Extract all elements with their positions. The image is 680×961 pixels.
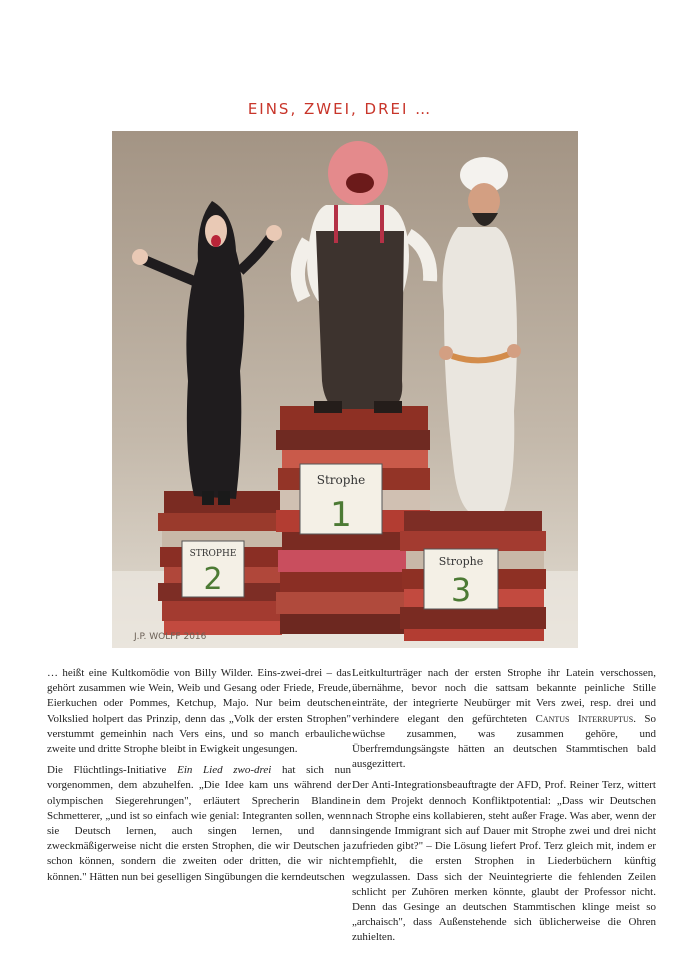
svg-text:2: 2 (203, 562, 223, 597)
artist-signature: J.P. WOLFF 2016 (134, 632, 207, 642)
svg-text:Strophe: Strophe (316, 473, 366, 487)
article-column-left (47, 666, 351, 891)
article-paragraph-2: Die Flüchtlings-Initiative Ein Lied zwo-drei hat sich nun vorgenommen, dem abzuhelfen. „Die Idee kam uns während der olympischen Siegerehrungen", erläutert Sprecherin Blandine Schmetterer, „und ist so einfach wie genial: Integranten sollen, wenn sie Deutsch lernen, auch singen lernen, und dann zweckmäßigerweise nicht die ersten Strophen, die wir Deutschen ja schon können, sondern die zweiten oder dritten, die wir nicht können." Hätten nun bei geselligen Singübungen die kerndeutschen (47, 764, 351, 883)
svg-text:3: 3 (450, 571, 472, 609)
svg-text:1: 1 (330, 495, 352, 535)
svg-text:STROPHE: STROPHE (189, 549, 237, 559)
place-card-3 (424, 549, 498, 609)
article-column-right (352, 666, 656, 952)
article-paragraph-2-continued: Leitkulturträger nach der ersten Strophe ihr Latein verschossen, übernähme, bevor noch die sattsam bekannte peinliche Stille einträte, der integrierte Neubürger mit Vers zwei, resp. drei und verhindere elegant den gefürchteten Cantus Interruptus. So wüchse zusammen, was zusammen gehöre, und Überfremdungsängste hätten an deutschen Stammtischen bald ausgezittert. (352, 667, 657, 771)
article-paragraph-1: … heißt eine Kultkomödie von Billy Wilder. Eins-zwei-drei – das gehört zusammen wie Wein, Weib und Gesang oder Friede, Freude, Eierkuchen oder Pommes, Ketchup, Majo. Nur beim deutschen Volkslied holpert das Prinzip, denn das „Volk der ersten Strophen" verstummt gemeinhin nach Vers eins, und so manch erbauliche zweite und dritte Strophe bleibt in Ewigkeit ungesungen. (47, 667, 351, 756)
svg-text:Strophe: Strophe (438, 555, 484, 568)
page-title: EINS, ZWEI, DREI … (247, 100, 433, 119)
podium-illustration (112, 131, 578, 648)
article-paragraph-3: Der Anti-Integrationsbeauftragte der AFD, Prof. Reiner Terz, wittert in dem Projekt dennoch Konfliktpotential: „Dass wir Deutschen nach Strophe eins kollabieren, steht außer Frage. Was aber, wenn der singende Immigrant sich auf Dauer mit Strophe zwei und drei nicht zufrieden gibt?" – Die Lösung liefert Prof. Terz gleich mit, indem er empfiehlt, die ersten Strophen in Liederbüchern künftig wegzulassen. Dass sich der Neuintegrierte die fehlenden Zeilen schlicht per Zuhören merken könnte, glaubt der Professor nicht. Denn das Gesinge an deutschen Stammtischen klinge meist so „archaisch", dass Außenstehende sich üblicherweise die Ohren zuhielten. (352, 779, 656, 944)
place-card-2 (182, 541, 244, 597)
place-card-1 (300, 464, 382, 535)
